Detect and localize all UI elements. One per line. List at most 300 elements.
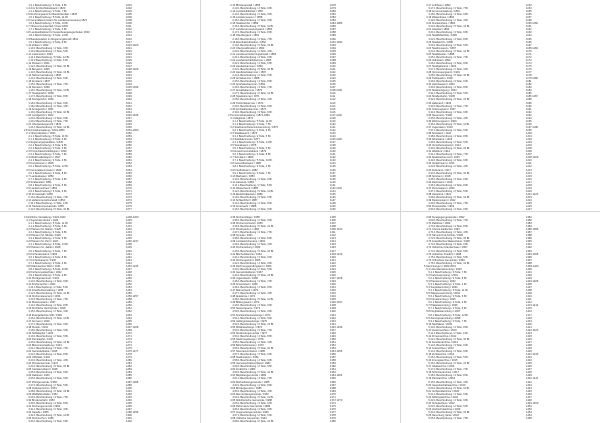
- entry-title: 1.16 Rentamt / 1838: [26, 86, 50, 90]
- entry-page-number: 1068: [126, 180, 132, 184]
- entry-page-number: 1360: [330, 365, 336, 369]
- entry-title: 4.9.1 Beschreibung / 3 Teile, 6 Bl.: [28, 273, 67, 277]
- entry-page-number: 1079: [330, 7, 336, 11]
- entry-page-number: 1057: [126, 147, 132, 151]
- index-page-5: [200, 212, 400, 423]
- entry-title: 5.3.1 Beschreibung / 2 Teile, 4 Bl.: [428, 283, 467, 287]
- entry-title: 5.1 Urkundensammlung / 2000: [426, 267, 462, 271]
- entry-title: 4.25 Caritasverband / 1948: [26, 368, 58, 372]
- entry-title: 4.23 Offizialat / 1946: [26, 356, 50, 360]
- entry-page-number: 1377: [330, 411, 336, 414]
- entry-page-number: 1041: [126, 101, 132, 105]
- entry-title: 3.41 Wahlamt / 1914: [426, 150, 451, 154]
- entry-title: 3.20.1 Beschreibung / 5 Teile, 12 Bl.: [428, 25, 470, 29]
- entry-title: 4.4 Pfarramt St. Petri / 1927: [26, 240, 59, 244]
- entry-page-number: 1316: [330, 246, 336, 250]
- entry-page-number: 1084 1085: [330, 22, 343, 26]
- entry-title: 3.2.1 Beschreibung / 4 Teile, 9 Bl.: [232, 128, 271, 132]
- entry-page-number: 1353: [330, 347, 336, 351]
- entry-title: 1.16.1 Beschreibung / 5 Teile, 11 Bl.: [28, 89, 70, 93]
- entry-title: 2.22.1 Beschreibung / 3 Teile, 6 Bl.: [232, 61, 273, 65]
- entry-page-number: 1190: [526, 104, 532, 108]
- entry-title: 3.40.1 Beschreibung / 6 Teile, 12 Bl.: [428, 147, 470, 151]
- entry-page-number: 1243: [126, 258, 132, 262]
- entry-title: 5.8 Flugblattsammlung / 2007: [426, 310, 461, 314]
- entry-title: 4.12.1 Beschreibung / 6 Teile, 12 Bl.: [28, 292, 70, 296]
- entry-title: 5.11.1 Beschreibung / 2 Teile, 4 Bl.: [428, 331, 469, 335]
- entry-page-number: 1242: [126, 255, 132, 259]
- entry-page-number: 1239: [126, 246, 132, 250]
- entry-title: 3.12 Wasserwerk / 1885: [230, 186, 259, 190]
- entry-page-number: 1102: [330, 71, 336, 75]
- index-page-6: [400, 212, 600, 423]
- entry-page-number: 1134: [330, 162, 336, 166]
- entry-page-number: 1003: [126, 10, 132, 14]
- entry-page-number: 1391: [526, 243, 532, 247]
- entry-title: 1.18.2 Beschreibung / 2 Teile, 4 Bl.: [28, 104, 69, 108]
- entry-page-number: 1309 1310: [330, 228, 343, 232]
- entry-title: 1.13.1 Beschreibung / 6 Teile, 13 Bl.: [28, 71, 70, 75]
- entry-page-number: 1289: [126, 383, 132, 387]
- entry-page-number: 1362: [330, 371, 336, 375]
- entry-page-number: 1202: [526, 138, 532, 142]
- entry-title: 4.71 Chevra Kadischa / 1994: [426, 228, 460, 232]
- entry-page-number: 1409: [526, 292, 532, 296]
- entry-title: 5.8.1 Beschreibung / 6 Teile, 12 Bl.: [428, 313, 469, 317]
- entry-page-number: 1339: [330, 307, 336, 311]
- entry-page-number: 1361: [330, 368, 336, 372]
- entry-page-number: 1114: [330, 104, 336, 108]
- entry-page-number: 1059: [126, 153, 132, 157]
- entry-title: 2.19.1 Beschreibung / 6 Teile, 13 Bl.: [232, 43, 274, 47]
- entry-page-number: 1254: [126, 289, 132, 293]
- index-entry: [400, 208, 600, 211]
- entry-page-number: 1389: [526, 237, 532, 241]
- entry-page-number: 1424: [526, 331, 532, 335]
- entry-title: 3.28.1 Beschreibung / 5 Teile, 10 Bl.: [428, 74, 470, 78]
- entry-title: 4.12 Friedhofsverwaltung / 1935: [26, 289, 64, 293]
- entry-title: 3.18.1 Beschreibung / 4 Teile, 9 Bl.: [428, 13, 469, 17]
- entry-title: 2.10.1 Beschreibung / 3 Teile, 7 Bl.: [28, 195, 69, 199]
- entry-page-number: 1440 1441: [526, 377, 539, 381]
- entry-page-number: 1133: [330, 159, 336, 163]
- entry-title: 1.8 Landesdirektion für Gewerbeangelegenheiten 1830: [26, 31, 90, 35]
- entry-title: 5.18 Schützenarchive / 2017: [426, 371, 460, 375]
- entry-title: 3.33.1 Beschreibung / 3 Teile, 7 Bl.: [428, 104, 469, 108]
- entry-title: 4.19 Stiftskapitel / 1942: [26, 331, 54, 335]
- entry-title: 4.6 Kirchenkreisamt / 1929: [26, 252, 58, 256]
- entry-title: 4.68.1 Beschreibung / 6 Teile, 13 Bl.: [232, 420, 274, 423]
- entry-title: 3.1.2 Beschreibung / 3 Teile, 7 Bl.: [232, 122, 271, 126]
- entry-title: 4.70.1 Beschreibung / 4 Teile, 8 Bl.: [428, 225, 469, 229]
- entry-page-number: 1451: [526, 404, 532, 408]
- entry-title: 5.4.1 Beschreibung / 5 Teile, 11 Bl.: [428, 289, 469, 293]
- entry-title: 4.10.1 Beschreibung / 4 Teile, 9 Bl.: [28, 279, 69, 283]
- entry-title: 3.3.1 Beschreibung / 2 Teile, 5 Bl.: [232, 135, 271, 139]
- entry-title: 3.45.1 Beschreibung / 3 Teile, 6 Bl.: [428, 177, 469, 181]
- entry-title: 4.48.1 Beschreibung / 5 Teile, 11 Bl.: [232, 298, 274, 302]
- entry-title: 5.17.1 Beschreibung / 3 Teile, 7 Bl.: [428, 368, 469, 372]
- entry-title: 4.71.1 Beschreibung / 2 Teile, 4 Bl.: [428, 231, 469, 235]
- entry-page-number: 1449 1450: [526, 401, 539, 405]
- entry-page-number: 1238: [126, 243, 132, 247]
- entry-title: 4.54 Studentengemeinde / 1977: [230, 331, 268, 335]
- entry-title: 4.42.1 Beschreibung / 4 Teile, 9 Bl.: [232, 261, 273, 265]
- entry-page-number: 1330: [330, 283, 336, 287]
- entry-title: 2.23.1 Beschreibung / 5 Teile, 10 Bl.: [232, 67, 274, 71]
- entry-title: 3.21 Hospital / 1894: [426, 28, 450, 32]
- entry-title: 3.30 Hochbauamt / 1903: [426, 83, 455, 87]
- entry-page-number: 1154: [526, 7, 532, 11]
- entry-page-number: 1139: [330, 177, 336, 181]
- entry-title: 4.62.1 Beschreibung / 4 Teile, 8 Bl.: [232, 383, 273, 387]
- entry-title: 5.22 Stiftungsarchive / 2021: [426, 395, 459, 399]
- entry-page-number: 1417: [526, 313, 532, 317]
- entry-title: 4.7 Kirchenbauamt / 1930: [26, 258, 56, 262]
- entry-page-number: 1071: [126, 189, 132, 193]
- entry-title: 1.18.1 Beschreibung / 3 Teile, 6 Bl.: [28, 101, 69, 105]
- entry-title: 1.15.1 Beschreibung / 3 Teile, 7 Bl.: [28, 83, 69, 87]
- entry-title: 5.15 Zunftarchive / 2014: [426, 353, 455, 357]
- entry-title: 5.20 Gewerkschaftsarchive / 2019: [426, 383, 466, 387]
- entry-page-number: 1397: [526, 258, 532, 262]
- entry-page-number: 1062: [126, 162, 132, 166]
- entry-title: 5.5 Wappensammlung / 2004: [426, 292, 460, 296]
- entry-page-number: 1248: [126, 270, 132, 274]
- entry-title: 3.8 Gesundheitsamt / 1881: [230, 162, 262, 166]
- entry-page-number: 1224: [526, 199, 532, 202]
- entry-page-number: 1266: [126, 322, 132, 326]
- entry-title: 1.10.1 Beschreibung / 4 Teile, 9 Bl.: [28, 46, 69, 50]
- entry-page-number: 1410: [526, 295, 532, 299]
- entry-page-number: 1263: [126, 313, 132, 317]
- entry-page-number: 1215: [526, 174, 532, 178]
- entry-page-number: 1002: [126, 7, 132, 11]
- entry-title: 3.14.1 Beschreibung / 4 Teile, 8 Bl.: [232, 202, 273, 206]
- entry-page-number: 1350: [330, 337, 336, 341]
- entry-title: 2.12 Taubstummenanstalt / 1855: [26, 205, 64, 209]
- entry-title: 3.30.1 Beschreibung / 4 Teile, 8 Bl.: [428, 86, 469, 90]
- entry-page-number: 1111: [330, 95, 336, 99]
- entry-title: 1.20.1 Beschreibung / 4 Teile, 9 Bl.: [28, 116, 69, 120]
- entry-title: 4.46 Frauenwerk / 1969: [230, 283, 258, 287]
- entry-title: 4.41 Bischofskanzlei / 1964: [230, 252, 262, 256]
- entry-page-number: 1165: [526, 37, 532, 41]
- entry-page-number: 1392: [526, 246, 532, 250]
- entry-title: 3.34.1 Beschreibung / 4 Teile, 9 Bl.: [428, 110, 469, 114]
- entry-page-number: 1367: [330, 383, 336, 387]
- entry-page-number: 1172: [526, 55, 532, 59]
- entry-title: 4.20.1 Beschreibung / 6 Teile, 14 Bl.: [28, 340, 70, 344]
- entry-title: 4.63.1 Beschreibung / 2 Teile, 4 Bl.: [232, 389, 273, 393]
- entry-page-number: 1149: [330, 205, 336, 209]
- entry-page-number: 1038: [126, 92, 132, 96]
- entry-title: 2.18.1 Beschreibung / 3 Teile, 7 Bl.: [232, 37, 273, 41]
- entry-page-number: 1394 1395: [526, 252, 539, 256]
- entry-title: 4.40.1 Beschreibung / 5 Teile, 10 Bl.: [232, 249, 274, 253]
- entry-title: 4.26 Dekanat / 1949: [26, 374, 50, 378]
- entry-page-number: 1120: [330, 122, 336, 126]
- entry-title: 2.25.1 Beschreibung / 4 Teile, 8 Bl.: [232, 80, 273, 84]
- entry-title: 5.9.1 Beschreibung / 3 Teile, 7 Bl.: [428, 319, 467, 323]
- index-entry-list: [400, 4, 600, 211]
- entry-page-number: 1014: [126, 34, 132, 38]
- entry-title: 3.3 Stadtbauamt / 1876: [230, 131, 258, 135]
- entry-page-number: 1176: [526, 67, 532, 71]
- entry-title: 4.55 Telefonseelsorge / 1978: [230, 337, 264, 341]
- entry-page-number: 1247: [126, 267, 132, 271]
- entry-page-number: 1089: [330, 34, 336, 38]
- entry-page-number: 1081: [330, 13, 336, 17]
- entry-title: 4.67.1 Beschreibung / 2 Teile, 5 Bl.: [232, 414, 273, 418]
- entry-page-number: 1171: [526, 52, 532, 56]
- entry-title: 4.25.1 Beschreibung / 3 Teile, 6 Bl.: [28, 371, 69, 375]
- entry-title: 3.49.1 Beschreibung / 3 Teile, 7 Bl.: [428, 202, 469, 206]
- entry-title: 2.28 Notarkammer / 1871: [230, 95, 260, 99]
- entry-page-number: 1279: [126, 356, 132, 360]
- entry-page-number: 1189: [526, 101, 532, 105]
- entry-page-number: 1132: [330, 156, 336, 160]
- entry-page-number: 1295: [126, 401, 132, 405]
- entry-title: 1.14 Salinenverwaltung / 1836: [26, 74, 62, 78]
- entry-title: 4.75 Jüdischer Friedhof / 1998: [426, 252, 462, 256]
- entry-title: 4.60 Freikirche / 1983: [230, 368, 256, 372]
- entry-page-number: 1322: [330, 261, 336, 265]
- entry-page-number: 1113: [330, 101, 336, 105]
- entry-title: 5.24 Hochschularchive / 2023: [426, 407, 461, 411]
- entry-page-number: 1174: [526, 61, 532, 65]
- entry-title: 4.69 Synagogengemeinde / 1992: [426, 216, 465, 219]
- entry-page-number: 1001: [126, 4, 132, 7]
- entry-page-number: 1146: [330, 195, 336, 199]
- entry-title: 3.1.1 Beschreibung / 5 Teile, 11 Bl.: [232, 119, 273, 123]
- entry-title: 2.26.1 Beschreibung / 3 Teile, 7 Bl.: [232, 86, 273, 90]
- entry-page-number: 1294: [126, 398, 132, 402]
- entry-page-number: 1306: [330, 219, 336, 223]
- entry-page-number: 1408: [526, 289, 532, 293]
- entry-title: 3.17 Leihhaus / 1890: [426, 4, 451, 7]
- entry-title: 3.6.1 Beschreibung / 4 Teile, 8 Bl.: [232, 153, 271, 157]
- entry-title: 4.63 Brüdergemeine / 1986: [230, 386, 262, 390]
- entry-page-number: 1090: [330, 37, 336, 41]
- entry-title: 2.17 Landesvermessungsamt / 1860: [230, 28, 273, 32]
- entry-title: 4.5.1 Beschreibung / 3 Teile, 7 Bl.: [28, 249, 67, 253]
- entry-title: 5.23.1 Beschreibung / 2 Teile, 5 Bl.: [428, 404, 469, 408]
- entry-page-number: 1100: [330, 64, 336, 68]
- entry-page-number: 1161: [526, 25, 532, 29]
- entry-title: 4.53 Militärseelsorge / 1976: [230, 325, 263, 329]
- entry-title: 3.47 Personalamt / 1920: [426, 186, 455, 190]
- entry-title: 2.17.1 Beschreibung / 4 Teile, 8 Bl.: [232, 31, 273, 35]
- entry-page-number: 1168 1169: [526, 46, 538, 50]
- entry-page-number: 1056: [126, 144, 132, 148]
- entry-title: 2.13 Blindenanstalt / 1856: [230, 4, 261, 7]
- entry-title: 4.44.1 Beschreibung / 6 Teile, 14 Bl.: [232, 273, 274, 277]
- entry-page-number: 1192: [526, 110, 532, 114]
- entry-title: 4.6.1 Beschreibung / 4 Teile, 8 Bl.: [28, 255, 67, 259]
- entry-title: 1.11 Lotterieamt / 1833: [26, 52, 53, 56]
- entry-page-number: 1166: [526, 40, 532, 44]
- entry-page-number: 1374: [330, 401, 336, 405]
- entry-page-number: 1443: [526, 383, 532, 387]
- entry-page-number: 1033: [126, 80, 132, 84]
- entry-title: 3.4.1 Beschreibung / 6 Teile, 14 Bl.: [232, 141, 273, 145]
- entry-page-number: 1343: [330, 319, 336, 323]
- entry-title: 5.7 Plakatsammlung / 2006: [426, 304, 458, 308]
- entry-title: 4.65.1 Beschreibung / 3 Teile, 6 Bl.: [232, 401, 273, 405]
- entry-page-number: 1452: [526, 407, 532, 411]
- entry-page-number: 1181: [526, 80, 532, 84]
- entry-title: 4.51.1 Beschreibung / 2 Teile, 5 Bl.: [232, 316, 273, 320]
- entry-title: 2.3 Provinzialschulkollegium / 1846: [26, 150, 67, 154]
- entry-title: 4.3 Pfarramt St. Nikolai / 1926: [26, 234, 61, 238]
- entry-title: 3.50 Pressestelle / 1923: [426, 205, 455, 209]
- entry-title: 4.2.1 Beschreibung / 4 Teile, 9 Bl.: [28, 231, 67, 235]
- entry-title: 4.36 Kirchenvorstand / 1959: [230, 222, 263, 226]
- entry-page-number: 1220: [526, 189, 532, 193]
- entry-title: 4.40 Kirchenleitung / 1963: [230, 246, 261, 250]
- entry-title: 2.13.1 Beschreibung / 4 Teile, 9 Bl.: [232, 7, 273, 11]
- entry-page-number: 1077: [126, 208, 132, 211]
- entry-title: 5.22.1 Beschreibung / 4 Teile, 9 Bl.: [428, 398, 469, 402]
- entry-page-number: 1329: [330, 279, 336, 283]
- entry-title: 4.49 Bildungswerk / 1972: [230, 301, 260, 305]
- entry-page-number: 1244: [126, 261, 132, 265]
- entry-page-number: 1197 1198: [526, 125, 538, 129]
- entry-title: 4.67 Hugenottengemeinde / 1990: [230, 411, 269, 414]
- entry-title: 2.24 Handwerkskammer / 1867: [230, 71, 267, 75]
- entry-title: 1.13 Bergamt / 1835: [26, 67, 50, 71]
- entry-title: 5.9 Zeitungssammlung / 2008: [426, 316, 461, 320]
- entry-title: 1.11.1 Beschreibung / 5 Teile, 12 Bl.: [28, 55, 70, 59]
- entry-title: 1.19 Amtsgericht / 1841: [26, 107, 54, 111]
- entry-title: 3.27 Stadtgärtnerei / 1900: [426, 64, 457, 68]
- entry-title: 4.73 Israelitisches Waisenhaus / 1996: [426, 240, 470, 244]
- entry-page-number: 1070: [126, 186, 132, 190]
- entry-page-number: 1438: [526, 371, 532, 375]
- entry-page-number: 1066: [126, 174, 132, 178]
- entry-page-number: 1448: [526, 398, 532, 402]
- entry-page-number: 1427: [526, 340, 532, 344]
- entry-title: 3.13 Elektrizitätswerk / 1886: [230, 192, 263, 196]
- entry-page-number: 1387: [526, 231, 532, 235]
- entry-title: 1.15 Forstamt / 1837: [26, 80, 51, 84]
- entry-page-number: 1073: [126, 195, 132, 199]
- entry-title: 3.13.1 Beschreibung / 3 Teile, 6 Bl.: [232, 195, 273, 199]
- entry-title: 1.6.1 Beschreibung / 4 Teile, 10 Bl.: [28, 22, 69, 26]
- entry-page-number: 1312: [330, 234, 336, 238]
- entry-title: 4.27 Pfarrgemeinde / 1950: [26, 380, 57, 384]
- entry-page-number: 1348: [330, 331, 336, 335]
- entry-title: 3.26.1 Beschreibung / 4 Teile, 9 Bl.: [428, 61, 469, 65]
- entry-page-number: 1262: [126, 310, 132, 314]
- entry-page-number: 1315: [330, 243, 336, 247]
- entry-title: 4.45.1 Beschreibung / 3 Teile, 7 Bl.: [232, 279, 273, 283]
- entry-page-number: 1369: [330, 389, 336, 393]
- entry-page-number: 1030: [126, 71, 132, 75]
- entry-title: 3.42 Statistisches Amt / 1915: [426, 156, 460, 160]
- entry-page-number: 1178: [526, 74, 532, 78]
- entry-page-number: 1349: [330, 334, 336, 338]
- entry-title: 5.10 Nachlässe / 2009: [426, 322, 452, 326]
- entry-title: 1.12 Postamt / 1834: [26, 61, 50, 65]
- entry-page-number: 1290: [126, 386, 132, 390]
- entry-page-number: 1054: [126, 138, 132, 142]
- entry-page-number: 1439: [526, 374, 532, 378]
- entry-page-number: 1325: [330, 270, 336, 274]
- entry-page-number: 1437: [526, 368, 532, 372]
- entry-page-number: 1269: [126, 328, 132, 332]
- entry-title: 2.12.1 Beschreibung / 5 Teile, 10 Bl.: [28, 208, 70, 211]
- entry-page-number: 1321: [330, 258, 336, 262]
- entry-title: 3.38.1 Beschreibung / 4 Teile, 8 Bl.: [428, 135, 469, 139]
- entry-page-number: 1040: [126, 98, 132, 102]
- entry-title: 5.7.1 Beschreibung / 2 Teile, 5 Bl.: [428, 307, 467, 311]
- entry-page-number: 1413 1414: [526, 304, 539, 308]
- entry-title: 2.21 Landesversicherungsanstalt / 1864: [230, 52, 277, 56]
- entry-title: 4.66 Reformierte Gemeinde / 1989: [230, 404, 271, 408]
- entry-page-number: 1407: [526, 286, 532, 290]
- entry-title: 4.70 Rabbinat / 1993: [426, 222, 451, 226]
- entry-page-number: 1217: [526, 180, 532, 184]
- entry-page-number: 1045 1046: [126, 113, 139, 117]
- entry-page-number: 1251: [126, 279, 132, 283]
- entry-title: 4.17.1 Beschreibung / 3 Teile, 6 Bl.: [28, 322, 69, 326]
- entry-title: 4.50 Seelsorgeamt / 1973: [230, 307, 260, 311]
- entry-title: 5.12 Firmenarchive / 2011: [426, 334, 457, 338]
- entry-title: 3.47.1 Beschreibung / 2 Teile, 5 Bl.: [428, 189, 469, 193]
- entry-title: 3.7.1 Beschreibung / 5 Teile, 10 Bl.: [232, 159, 273, 163]
- entry-title: 2.10 Irrenanstalt / 1853: [26, 192, 53, 196]
- entry-page-number: 1293: [126, 395, 132, 399]
- entry-title: 4.20 Domkapitel / 1943: [26, 337, 53, 341]
- entry-page-number: 1075: [126, 202, 132, 206]
- entry-title: 2.11.1 Beschreibung / 2 Teile, 4 Bl.: [28, 202, 69, 206]
- index-entry: [400, 417, 600, 420]
- entry-page-number: 1147: [330, 199, 336, 202]
- entry-title: 5 Sammlungen / 2000-2010: [424, 264, 457, 268]
- entry-page-number: 1296: [126, 404, 132, 408]
- entry-title: 4.60.1 Beschreibung / 6 Teile, 12 Bl.: [232, 371, 274, 375]
- entry-page-number: 1232: [126, 228, 132, 232]
- entry-title: 3.44 Kulturamt / 1917: [426, 168, 451, 172]
- entry-title: 1.3.1 Beschreibung / 4 Teile, 9 Bl.: [28, 4, 67, 7]
- entry-title: 4.59.1 Beschreibung / 2 Teile, 5 Bl.: [232, 365, 273, 369]
- entry-page-number: 1446: [526, 392, 532, 396]
- entry-title: 4.52 Gefängnisseelsorge / 1975: [230, 319, 267, 323]
- entry-page-number: 1142 1143: [330, 186, 342, 190]
- entry-page-number: 1083: [330, 19, 336, 23]
- entry-title: 4.38 Synode / 1961: [230, 234, 253, 238]
- entry-title: 2.9 Landarmenhaus / 1852: [26, 186, 58, 190]
- entry-page-number: 1442: [526, 380, 532, 384]
- entry-page-number: 1332: [330, 289, 336, 293]
- entry-page-number: 1200: [526, 131, 532, 135]
- entry-page-number: 1270: [126, 331, 132, 335]
- entry-title: 4.3.1 Beschreibung / 2 Teile, 5 Bl.: [28, 237, 67, 241]
- entry-page-number: 1280: [126, 359, 132, 363]
- entry-title: 4.57 Seemannsmission / 1980: [230, 350, 266, 354]
- entry-page-number: 1206: [526, 150, 532, 154]
- entry-title: 4.44 Gemeindedienst / 1967: [230, 270, 263, 274]
- entry-page-number: 1273: [126, 340, 132, 344]
- entry-title: 4.62 Methodistengemeinde / 1985: [230, 380, 270, 384]
- index-page-2: [200, 0, 400, 211]
- entry-title: 2.8.1 Beschreibung / 2 Teile, 5 Bl.: [28, 183, 67, 187]
- entry-page-number: 1307: [330, 222, 336, 226]
- entry-title: 2 Provinzialverwaltung / 1844-1850: [24, 128, 65, 132]
- entry-title: 4.4.1 Beschreibung / 6 Teile, 13 Bl.: [28, 243, 69, 247]
